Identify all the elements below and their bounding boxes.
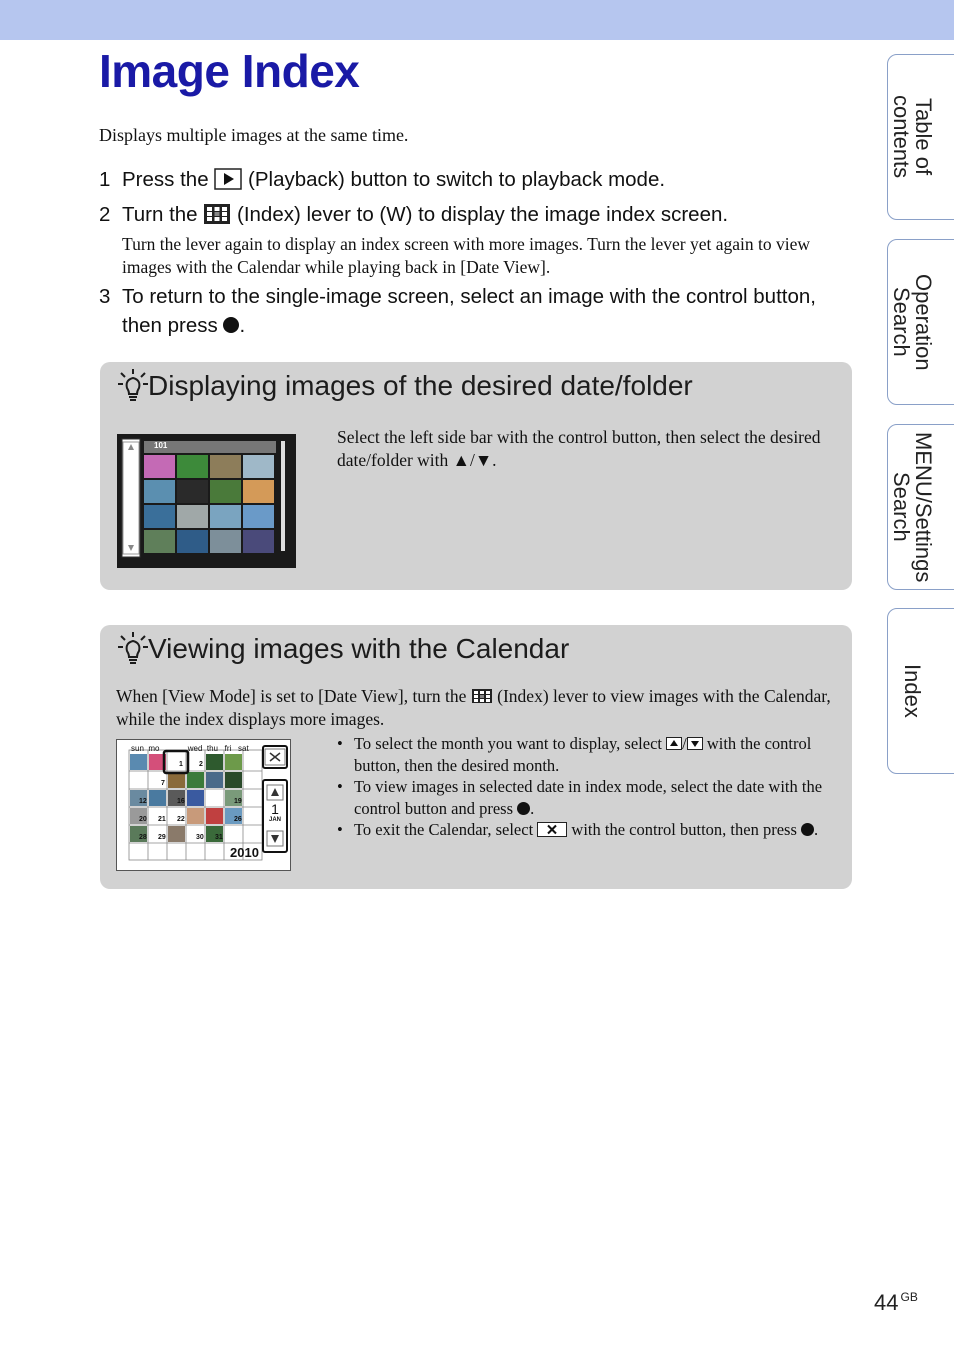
bullet-text: with the control button, then press bbox=[571, 820, 797, 839]
hint-body-text: When [View Mode] is set to [Date View], turn the bbox=[116, 686, 467, 706]
bullet-text: To select the month you want to display, select bbox=[354, 734, 662, 753]
calendar-date: 2 bbox=[199, 761, 203, 768]
page-number-value: 44 bbox=[874, 1290, 899, 1315]
tab-operation-search[interactable] bbox=[887, 239, 954, 405]
close-icon bbox=[537, 822, 567, 837]
calendar-screen-illustration bbox=[116, 739, 291, 871]
calendar-date: 16 bbox=[177, 798, 185, 805]
step-text: To return to the single-image screen, select an image with the control button, then press bbox=[122, 285, 816, 337]
tab-label: Index bbox=[900, 664, 925, 718]
hint-body bbox=[116, 685, 840, 731]
step-text: Turn the bbox=[122, 203, 198, 226]
calendar-date: 29 bbox=[158, 834, 166, 841]
page-title: Image Index bbox=[99, 45, 360, 97]
calendar-date: 7 bbox=[161, 780, 165, 787]
list-item: • To select the month you want to display, select / with the control button, then the desired month. bbox=[337, 734, 812, 775]
calendar-date: 12 bbox=[139, 798, 147, 805]
calendar-tips-list bbox=[337, 733, 835, 841]
hint-bulb-icon bbox=[116, 631, 150, 667]
step-text: (Index) lever to (W) to display the image index screen. bbox=[237, 203, 729, 226]
bullet-text: To view images in selected date in index mode, select the date with the control button and press bbox=[354, 777, 823, 818]
weekday-label: fri bbox=[224, 744, 232, 753]
tab-label: MENU/Settings Search bbox=[889, 431, 936, 583]
index-screen-illustration bbox=[117, 434, 296, 568]
hint-box-calendar bbox=[100, 625, 852, 889]
step-2-note: Turn the lever again to display an index screen with more images. Turn the lever yet again to view images with the Calendar while playing back in [Date View]. bbox=[122, 234, 811, 277]
header-band bbox=[0, 0, 954, 40]
hint-title: Viewing images with the Calendar bbox=[148, 633, 570, 664]
index-icon bbox=[471, 688, 493, 704]
step-2 bbox=[99, 200, 729, 229]
down-arrow-icon bbox=[687, 737, 703, 750]
intro-text: Displays multiple images at the same time. bbox=[99, 125, 409, 145]
calendar-date: 1 bbox=[179, 761, 183, 768]
step-text: (Playback) button to switch to playback mode. bbox=[248, 168, 666, 191]
calendar-year: 2010 bbox=[230, 845, 259, 860]
weekday-label: sun bbox=[131, 744, 144, 753]
step-3 bbox=[99, 282, 816, 337]
calendar-date: 21 bbox=[158, 816, 166, 823]
index-icon bbox=[203, 203, 231, 225]
tab-table-of-contents[interactable] bbox=[887, 54, 954, 220]
bullet-text: with the control button, then the desired month. bbox=[354, 734, 812, 775]
calendar-weekdays bbox=[131, 744, 249, 753]
tab-label: Operation Search bbox=[889, 273, 936, 371]
calendar-date: 30 bbox=[196, 834, 204, 841]
hint-box-date-folder bbox=[100, 362, 852, 590]
page-number bbox=[874, 1290, 918, 1316]
calendar-month-name: JAN bbox=[268, 817, 281, 823]
playback-icon bbox=[214, 168, 242, 190]
hint-title: Displaying images of the desired date/folder bbox=[148, 370, 693, 401]
weekday-label: wed bbox=[187, 744, 203, 753]
calendar-date: 31 bbox=[215, 834, 223, 841]
bullet-text: . bbox=[530, 798, 535, 818]
page-number-suffix: GB bbox=[900, 1290, 918, 1304]
calendar-date: 19 bbox=[234, 798, 242, 805]
calendar-date: 26 bbox=[234, 816, 242, 823]
weekday-label: thu bbox=[206, 744, 218, 753]
bullet-text: . bbox=[814, 820, 819, 839]
calendar-date: 20 bbox=[139, 816, 147, 823]
hint-body-text: (Index) lever to view images with the Calendar, while the index displays more images. bbox=[116, 686, 831, 729]
tab-label: Table of contents bbox=[889, 95, 936, 179]
weekday-label: sat bbox=[238, 744, 249, 753]
folder-number: 101 bbox=[154, 441, 168, 450]
weekday-label: mo bbox=[148, 744, 160, 753]
center-button-icon bbox=[517, 802, 530, 815]
up-arrow-icon bbox=[666, 737, 682, 750]
step-number: 2 bbox=[99, 203, 111, 226]
hint-bulb-icon bbox=[116, 368, 150, 404]
tab-index[interactable] bbox=[887, 608, 954, 774]
step-number: 1 bbox=[99, 168, 111, 191]
step-text: . bbox=[239, 314, 246, 337]
tab-menu-settings-search[interactable] bbox=[887, 424, 954, 590]
step-1 bbox=[99, 165, 666, 194]
list-item: • To exit the Calendar, select with the control button, then press . bbox=[337, 820, 819, 839]
calendar-month-number: 1 bbox=[271, 801, 279, 817]
step-number: 3 bbox=[99, 285, 111, 308]
center-button-icon bbox=[801, 823, 814, 836]
hint-body: Select the left side bar with the control button, then select the desired date/folder with ▲/▼. bbox=[337, 427, 821, 470]
list-item: • To view images in selected date in index mode, select the date with the control button and press . bbox=[337, 777, 823, 818]
center-button-icon bbox=[223, 317, 239, 333]
step-text: Press the bbox=[122, 168, 209, 191]
calendar-date: 28 bbox=[139, 834, 147, 841]
calendar-date: 22 bbox=[177, 816, 185, 823]
bullet-text: To exit the Calendar, select bbox=[354, 820, 534, 839]
